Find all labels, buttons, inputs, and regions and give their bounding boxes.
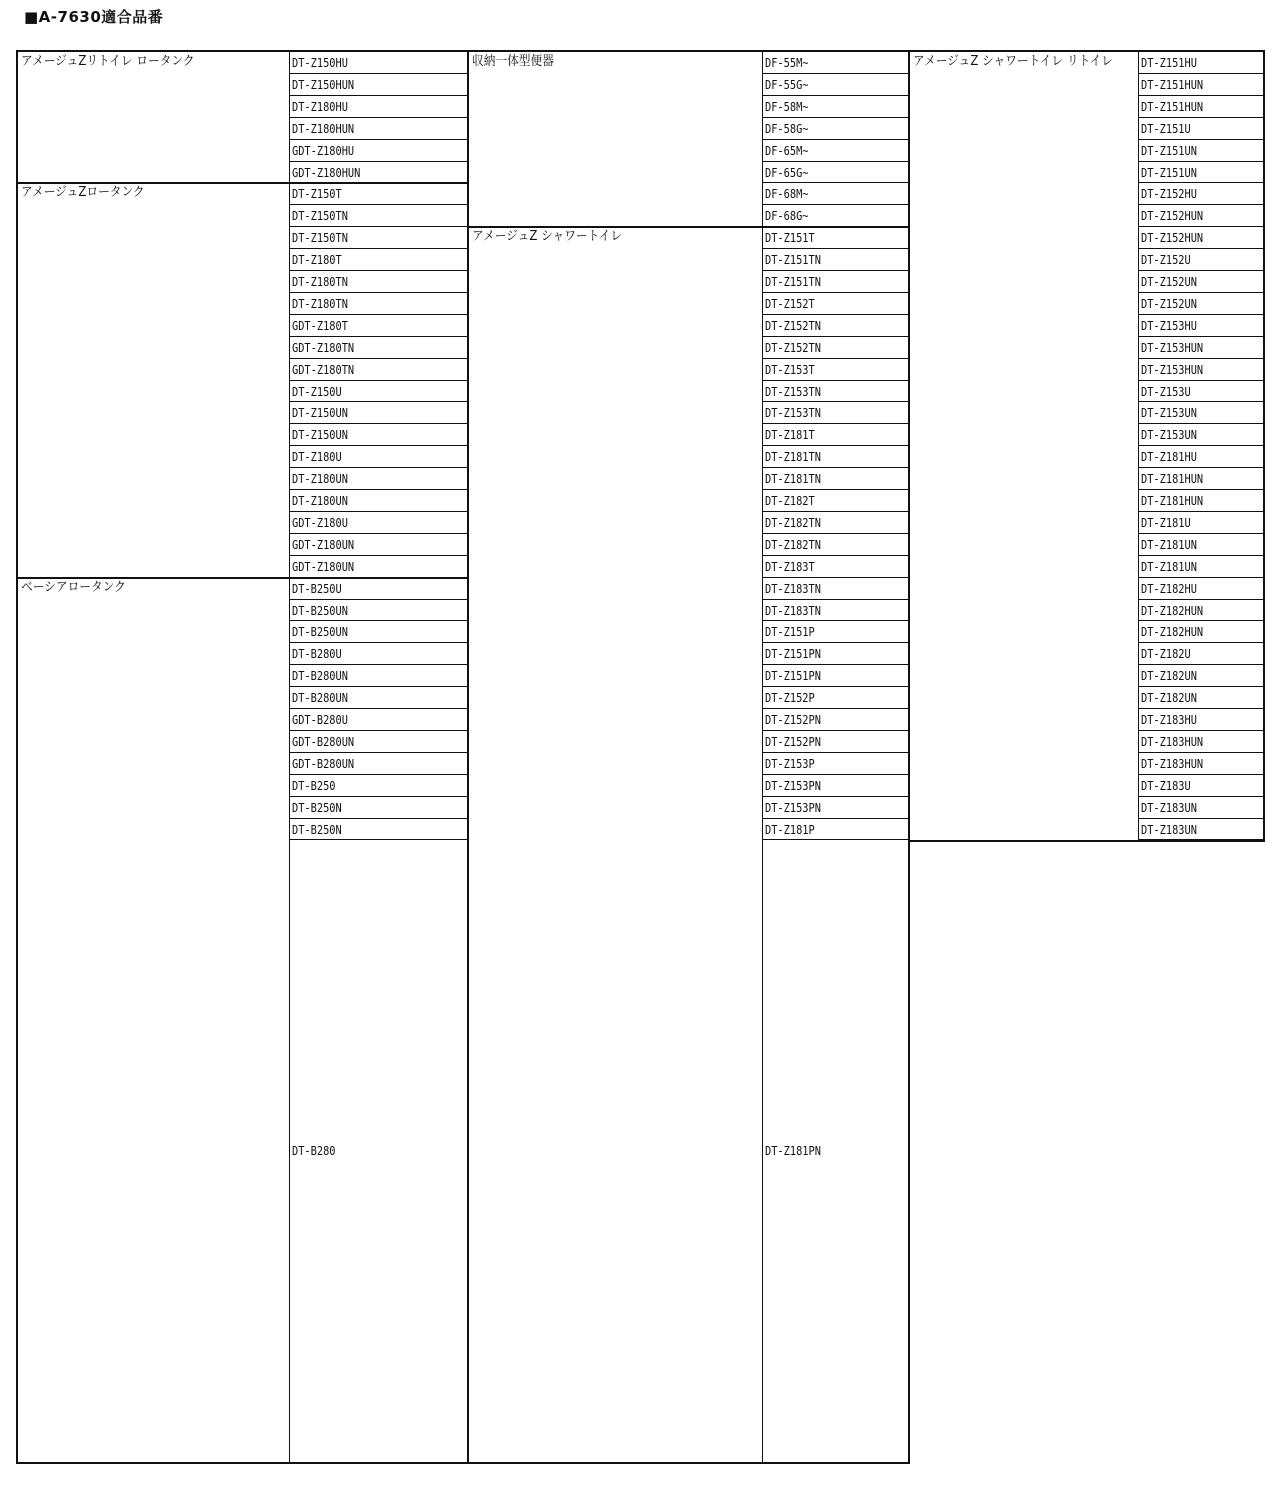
- model-row-divider: [762, 489, 908, 490]
- model-row-divider: [289, 839, 467, 840]
- model-number: DT-Z152U: [1141, 253, 1191, 268]
- column-bottom-border: [908, 840, 1265, 842]
- model-number: DT-Z153HUN: [1141, 362, 1204, 377]
- model-row-divider: [1138, 445, 1263, 446]
- model-number: DT-Z153UN: [1141, 428, 1197, 443]
- model-number: DT-Z153PN: [765, 800, 821, 815]
- model-number: DT-Z150TN: [292, 209, 348, 224]
- model-row-divider: [289, 358, 467, 359]
- model-row-divider: [289, 423, 467, 424]
- model-row-divider: [289, 686, 467, 687]
- model-number: DT-Z150HU: [292, 56, 348, 70]
- model-number: DT-Z152UN: [1141, 296, 1197, 311]
- model-number: DT-Z183HUN: [1141, 734, 1204, 749]
- model-row-divider: [289, 117, 467, 118]
- model-number: DT-Z150T: [292, 187, 342, 202]
- model-row-divider: [1138, 489, 1263, 490]
- model-row-divider: [289, 336, 467, 337]
- model-row-divider: [762, 336, 908, 337]
- model-number: DT-B250UN: [292, 625, 348, 640]
- model-number: DT-Z180HU: [292, 99, 348, 114]
- model-row-divider: [289, 774, 467, 775]
- model-number: DT-Z150U: [292, 384, 342, 399]
- model-number: DT-Z182HU: [1141, 581, 1197, 596]
- model-row-divider: [289, 73, 467, 74]
- model-row-divider: [1138, 423, 1263, 424]
- model-row-divider: [1138, 752, 1263, 753]
- model-number: GDT-Z180UN: [292, 559, 355, 574]
- model-row-divider: [1138, 620, 1263, 621]
- model-row-divider: [762, 642, 908, 643]
- model-number: DF-58G~: [765, 121, 809, 136]
- model-number: DT-Z150UN: [292, 406, 348, 421]
- model-number: DT-Z180U: [292, 450, 342, 465]
- model-number: DT-Z150UN: [292, 428, 348, 443]
- model-row-divider: [289, 664, 467, 665]
- model-row-divider: [762, 686, 908, 687]
- model-row-divider: [289, 270, 467, 271]
- model-row-divider: [762, 401, 908, 402]
- model-number: DT-Z183T: [765, 559, 815, 574]
- model-number: GDT-Z180TN: [292, 362, 355, 377]
- model-row-divider: [1138, 533, 1263, 534]
- model-row-divider: [762, 358, 908, 359]
- model-row-divider: [762, 774, 908, 775]
- model-row-divider: [289, 248, 467, 249]
- model-row-divider: [289, 139, 467, 140]
- model-row-divider: [1138, 555, 1263, 556]
- model-row-divider: [1138, 730, 1263, 731]
- model-row-divider: [762, 752, 908, 753]
- model-number: DT-Z181T: [765, 428, 815, 443]
- model-row-divider: [1138, 95, 1263, 96]
- model-row-divider: [1138, 577, 1263, 578]
- model-row-divider: [289, 445, 467, 446]
- model-number: GDT-B280UN: [292, 756, 355, 771]
- model-number: DT-Z153HU: [1141, 318, 1197, 333]
- model-column-border: [1138, 50, 1139, 840]
- model-number: DF-68G~: [765, 209, 809, 224]
- model-number: DT-Z181P: [765, 822, 815, 837]
- model-row-divider: [762, 248, 908, 249]
- model-row-divider: [1138, 664, 1263, 665]
- model-row-divider: [1138, 336, 1263, 337]
- model-row-divider: [762, 818, 908, 819]
- model-number: DT-B250N: [292, 800, 342, 815]
- model-number: DT-Z153UN: [1141, 406, 1197, 421]
- model-row-divider: [1138, 117, 1263, 118]
- model-row-divider: [762, 292, 908, 293]
- model-number: DT-Z152PN: [765, 713, 821, 727]
- model-row-divider: [289, 620, 467, 621]
- model-row-divider: [762, 664, 908, 665]
- model-number: DT-Z151PN: [765, 647, 821, 662]
- model-row-divider: [762, 95, 908, 96]
- model-column-border: [762, 50, 763, 1462]
- model-number: DT-Z181HU: [1141, 450, 1197, 465]
- model-row-divider: [1138, 511, 1263, 512]
- model-number: DT-Z153PN: [765, 778, 821, 793]
- model-number: GDT-Z180HUN: [292, 165, 361, 180]
- model-number: DT-Z153U: [1141, 384, 1191, 399]
- model-number: DF-55M~: [765, 56, 809, 70]
- model-number: DT-Z181UN: [1141, 559, 1197, 574]
- model-number: DT-Z182HUN: [1141, 603, 1204, 618]
- column-bottom-border: [467, 1462, 910, 1464]
- model-number: GDT-Z180HU: [292, 143, 355, 158]
- model-row-divider: [1138, 292, 1263, 293]
- category-label: アメージュZ シャワートイレ: [472, 229, 623, 245]
- model-number: DT-Z180UN: [292, 472, 348, 487]
- model-number: DT-Z182UN: [1141, 691, 1197, 706]
- model-row-divider: [1138, 380, 1263, 381]
- column-bottom-border: [16, 1462, 469, 1464]
- model-row-divider: [1138, 599, 1263, 600]
- model-row-divider: [762, 73, 908, 74]
- model-number: DT-Z181HUN: [1141, 472, 1204, 487]
- model-number: DT-Z151HUN: [1141, 77, 1204, 92]
- model-number: DF-55G~: [765, 77, 809, 92]
- model-row-divider: [1138, 314, 1263, 315]
- model-number: GDT-Z180UN: [292, 537, 355, 552]
- model-number: DT-Z150HUN: [292, 77, 355, 92]
- model-number: DT-Z180UN: [292, 494, 348, 508]
- model-number: DT-Z182TN: [765, 515, 821, 530]
- model-number: DT-Z183UN: [1141, 822, 1197, 837]
- model-number: DF-68M~: [765, 187, 809, 202]
- model-row-divider: [289, 292, 467, 293]
- model-row-divider: [762, 599, 908, 600]
- model-number: GDT-Z180U: [292, 515, 348, 530]
- model-row-divider: [289, 511, 467, 512]
- model-number: DT-Z181TN: [765, 472, 821, 487]
- model-row-divider: [289, 489, 467, 490]
- column-border: [16, 50, 18, 1464]
- model-row-divider: [762, 270, 908, 271]
- model-row-divider: [289, 161, 467, 162]
- model-row-divider: [289, 533, 467, 534]
- model-number: DT-Z153HUN: [1141, 340, 1204, 355]
- model-number: DT-Z181UN: [1141, 537, 1197, 552]
- model-row-divider: [762, 467, 908, 468]
- model-number: DT-Z151HUN: [1141, 99, 1204, 114]
- model-row-divider: [762, 708, 908, 709]
- model-number: DT-Z151HU: [1141, 56, 1197, 70]
- model-number: GDT-Z180T: [292, 318, 348, 333]
- model-number: DT-Z152HUN: [1141, 231, 1204, 246]
- model-number: DT-Z152HU: [1141, 187, 1197, 202]
- model-number: DT-Z150TN: [292, 231, 348, 246]
- model-row-divider: [289, 796, 467, 797]
- model-row-divider: [1138, 204, 1263, 205]
- model-row-divider: [289, 401, 467, 402]
- model-column-border: [289, 50, 290, 1462]
- category-label: 収納一体型便器: [472, 54, 554, 69]
- model-row-divider: [1138, 73, 1263, 74]
- model-number: DT-Z180T: [292, 253, 342, 268]
- column-border: [467, 50, 469, 1464]
- model-number: DT-B280UN: [292, 691, 348, 706]
- model-row-divider: [1138, 270, 1263, 271]
- model-row-divider: [762, 577, 908, 578]
- model-row-divider: [762, 555, 908, 556]
- model-row-divider: [289, 380, 467, 381]
- column-border: [1263, 50, 1265, 842]
- model-number: DT-B250UN: [292, 603, 348, 618]
- model-row-divider: [289, 314, 467, 315]
- model-row-divider: [762, 423, 908, 424]
- model-row-divider: [289, 555, 467, 556]
- model-number: DT-Z152TN: [765, 318, 821, 333]
- page-title: ■A-7630適合品番: [24, 8, 164, 26]
- model-number: DT-Z182UN: [1141, 669, 1197, 684]
- category-label: アメージュZロータンク: [21, 185, 145, 201]
- model-number: DF-65G~: [765, 165, 809, 180]
- model-number: DT-Z153T: [765, 362, 815, 377]
- category-label: アメージュZリトイレ ロータンク: [21, 54, 195, 69]
- model-number: DT-B250U: [292, 581, 342, 596]
- model-row-divider: [762, 533, 908, 534]
- model-number: DT-Z151P: [765, 625, 815, 640]
- model-number: DT-Z153P: [765, 756, 815, 771]
- model-row-divider: [762, 117, 908, 118]
- model-number: DT-Z153TN: [765, 384, 821, 399]
- model-number: DT-Z152PN: [765, 734, 821, 749]
- model-row-divider: [289, 599, 467, 600]
- model-row-divider: [1138, 401, 1263, 402]
- model-row-divider: [1138, 796, 1263, 797]
- model-row-divider: [762, 182, 908, 183]
- model-number: DT-Z151PN: [765, 669, 821, 684]
- model-number: DT-Z182U: [1141, 647, 1191, 662]
- model-row-divider: [762, 511, 908, 512]
- model-row-divider: [289, 752, 467, 753]
- model-row-divider: [762, 204, 908, 205]
- model-number: DT-Z152T: [765, 296, 815, 311]
- model-number: DT-Z151U: [1141, 121, 1191, 136]
- model-row-divider: [289, 226, 467, 227]
- model-row-divider: [762, 620, 908, 621]
- model-number: DT-Z152HUN: [1141, 209, 1204, 224]
- model-number: GDT-Z180TN: [292, 340, 355, 355]
- model-row-divider: [1138, 226, 1263, 227]
- model-row-divider: [762, 380, 908, 381]
- model-row-divider: [762, 796, 908, 797]
- model-number: DT-Z182TN: [765, 537, 821, 552]
- model-row-divider: [289, 818, 467, 819]
- model-number: DT-Z183HUN: [1141, 756, 1204, 771]
- model-number: DT-Z151UN: [1141, 143, 1197, 158]
- group-separator: [467, 50, 908, 52]
- model-number: DT-Z151TN: [765, 253, 821, 268]
- model-number: DT-Z183UN: [1141, 800, 1197, 815]
- model-row-divider: [1138, 182, 1263, 183]
- model-row-divider: [1138, 708, 1263, 709]
- model-number: DT-Z182T: [765, 494, 815, 508]
- category-label: ベーシアロータンク: [21, 579, 126, 595]
- model-number: DT-Z180TN: [292, 275, 348, 289]
- model-number: DT-Z181TN: [765, 450, 821, 465]
- model-number: DT-Z152UN: [1141, 275, 1197, 289]
- model-number: DF-65M~: [765, 143, 809, 158]
- model-number: DT-Z183HU: [1141, 713, 1197, 727]
- model-row-divider: [289, 708, 467, 709]
- model-number: DT-B250N: [292, 822, 342, 837]
- model-number: DF-58M~: [765, 99, 809, 114]
- model-number: GDT-B280U: [292, 713, 348, 727]
- group-separator: [16, 182, 467, 184]
- model-row-divider: [289, 730, 467, 731]
- model-row-divider: [1138, 642, 1263, 643]
- model-number: DT-Z182HUN: [1141, 625, 1204, 640]
- model-row-divider: [1138, 686, 1263, 687]
- model-number: DT-Z180TN: [292, 296, 348, 311]
- model-number: DT-Z181HUN: [1141, 494, 1204, 508]
- model-number: DT-B280: [292, 1144, 336, 1159]
- model-row-divider: [762, 839, 908, 840]
- model-row-divider: [762, 314, 908, 315]
- model-row-divider: [289, 467, 467, 468]
- model-row-divider: [1138, 818, 1263, 819]
- model-row-divider: [762, 139, 908, 140]
- model-number: DT-Z181U: [1141, 515, 1191, 530]
- model-number: GDT-B280UN: [292, 734, 355, 749]
- model-row-divider: [1138, 774, 1263, 775]
- group-separator: [908, 50, 1263, 52]
- model-row-divider: [1138, 467, 1263, 468]
- model-row-divider: [1138, 248, 1263, 249]
- model-number: DT-Z183TN: [765, 581, 821, 596]
- model-row-divider: [289, 95, 467, 96]
- model-row-divider: [1138, 161, 1263, 162]
- model-number: DT-Z152TN: [765, 340, 821, 355]
- model-number: DT-Z153TN: [765, 406, 821, 421]
- model-row-divider: [1138, 139, 1263, 140]
- group-separator: [467, 226, 908, 228]
- model-number: DT-Z183U: [1141, 778, 1191, 793]
- model-row-divider: [762, 161, 908, 162]
- model-number: DT-Z151T: [765, 231, 815, 246]
- model-number: DT-B280UN: [292, 669, 348, 684]
- group-separator: [16, 50, 467, 52]
- model-number: DT-B250: [292, 778, 336, 793]
- model-number: DT-Z151UN: [1141, 165, 1197, 180]
- model-number: DT-Z181PN: [765, 1144, 821, 1159]
- model-row-divider: [289, 204, 467, 205]
- model-number: DT-B280U: [292, 647, 342, 662]
- model-row-divider: [762, 445, 908, 446]
- column-border: [908, 50, 910, 842]
- model-number: DT-Z152P: [765, 691, 815, 706]
- model-row-divider: [289, 642, 467, 643]
- category-label: アメージュZ シャワートイレ リトイレ: [913, 54, 1114, 69]
- model-number: DT-Z180HUN: [292, 121, 355, 136]
- model-row-divider: [1138, 358, 1263, 359]
- model-number: DT-Z183TN: [765, 603, 821, 618]
- model-number: DT-Z151TN: [765, 275, 821, 289]
- model-row-divider: [762, 730, 908, 731]
- group-separator: [16, 577, 467, 579]
